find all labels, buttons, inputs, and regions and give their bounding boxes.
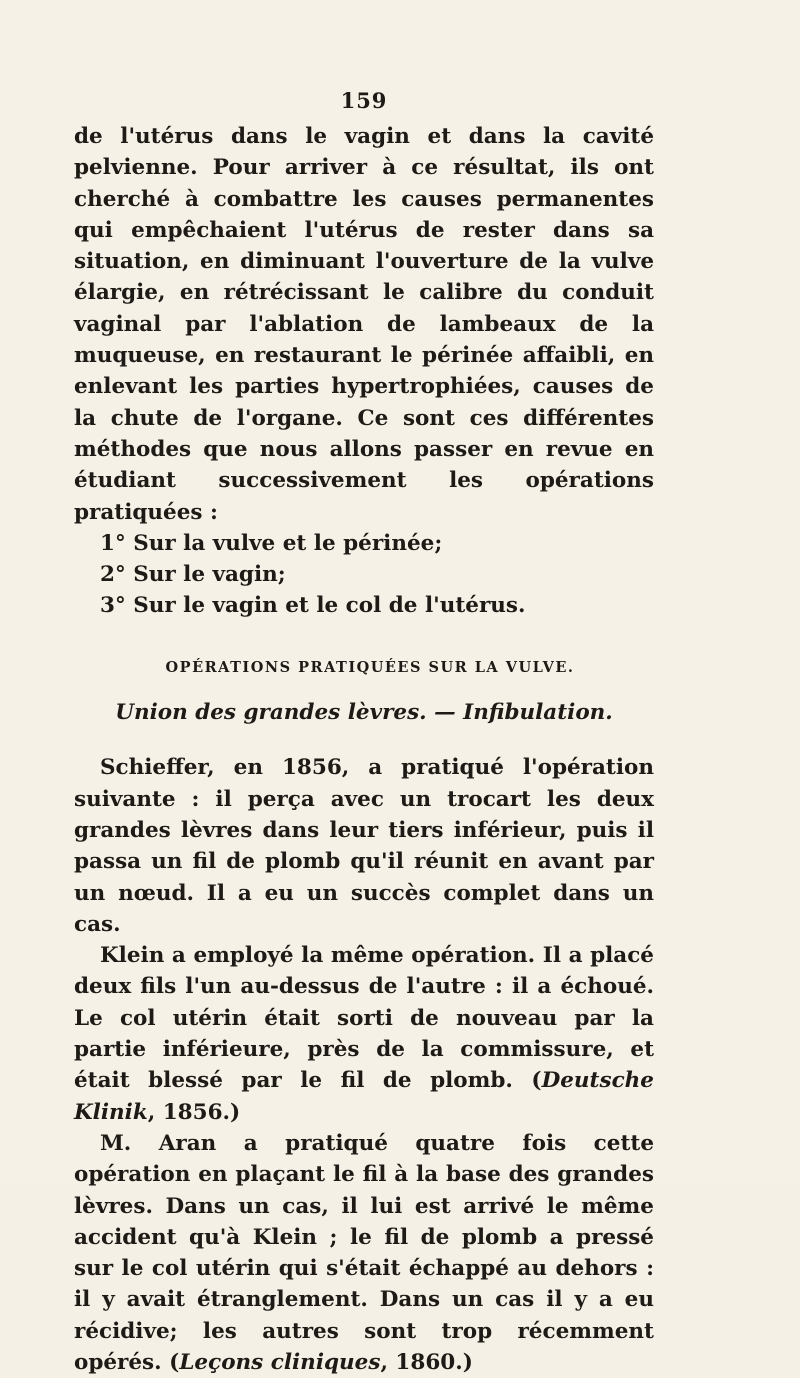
paragraph-aran-end: , 1860.) xyxy=(380,1349,473,1375)
section-heading: OPÉRATIONS PRATIQUÉES SUR LA VULVE. xyxy=(165,658,575,676)
citation-deutsche-klinik: Deutsche Klinik xyxy=(74,1068,654,1125)
list-item-1: 1° Sur la vulve et le périnée; xyxy=(100,530,443,556)
page-content xyxy=(74,88,654,1378)
paragraph-klein xyxy=(74,940,654,1128)
list-item-3: 3° Sur le vagin et le col de l'utérus. xyxy=(100,593,526,619)
paragraph-klein-text: Klein a employé la même opération. Il a placé deux fils l'un au-dessus de l'autre : il a échoué. Le col utérin était sorti de nouveau par la partie inférieure, près de la commissure, et était blessé par le fil de plomb. ( xyxy=(74,943,654,1094)
paragraph-aran-text: M. Aran a pratiqué quatre fois cette opération en plaçant le fil à la base des grandes lèvres. Dans un cas, il lui est arrivé le même accident qu'à Klein ; le fil de plomb a pressé sur le col utérin qui s'était échappé au dehors : il y avait étranglement. Dans un cas il y a eu récidive; les autres sont trop récemment opérés. ( xyxy=(74,1130,654,1375)
list-item-2: 2° Sur le vagin; xyxy=(100,562,286,588)
subheading: Union des grandes lèvres. — Infibulation. xyxy=(115,700,613,726)
body-text xyxy=(74,121,654,1378)
paragraph-klein-end: , 1856.) xyxy=(147,1099,241,1125)
paragraph-aran xyxy=(74,1128,654,1378)
page-number: 159 xyxy=(340,88,388,113)
paragraph-schieffer: Schieffer, en 1856, a pratiqué l'opération suivante : il perça avec un trocart les deux grandes lèvres dans leur tiers inférieur, puis il passa un fil de plomb qu'il réunit en avant par un nœud. Il a eu un succès complet dans un cas. xyxy=(74,755,654,937)
intro-paragraph: de l'utérus dans le vagin et dans la cavité pelvienne. Pour arriver à ce résultat, ils ont cherché à combattre les causes permanentes qui empêchaient l'utérus de rester dans sa situation, en diminuant l'ouverture de la vulve élargie, en rétrécissant le calibre du conduit vaginal par l'ablation de lambeaux de la muqueuse, en restaurant le périnée affaibli, en enlevant les parties hypertrophiées, causes de la chute de l'organe. Ce sont ces différentes méthodes que nous allons passer en revue en étudiant successivement les opérations pratiquées : xyxy=(74,124,654,525)
citation-lecons-cliniques: Leçons cliniques xyxy=(179,1349,381,1375)
